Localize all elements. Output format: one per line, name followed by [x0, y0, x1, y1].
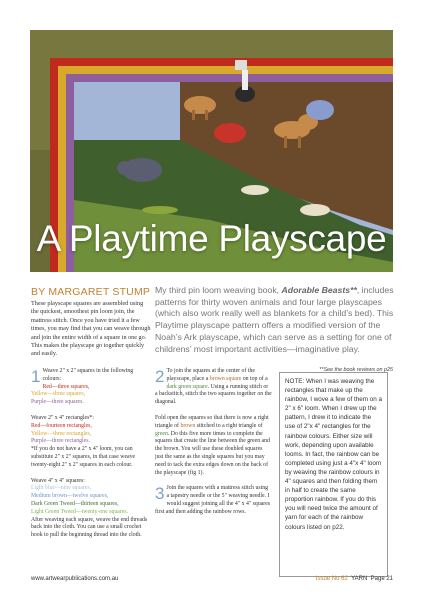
step-number: 1 [31, 367, 41, 386]
fold-brown: brown [180, 422, 196, 429]
step-3 [155, 485, 272, 516]
footer-page-info [316, 576, 393, 582]
footer-page: Page 21 [370, 576, 393, 582]
step-2 [155, 368, 272, 407]
article-title: A Playtime Playscape [36, 218, 387, 259]
color-light-blue: Light blue—nine squares, [31, 485, 92, 492]
intro-paragraph: These playscape squares are assembled using the quickest, smoothest pin loom join, the mattress stitch. Once you have tried it a few times, you may find that you can weave through and join the entire width of a square in one go. This makes the playscape go together quickly and easily. [31, 300, 151, 358]
color-yellow-squares: Yellow—three squares, [31, 391, 86, 398]
after-weaving-text: After weaving each square, weave the end threads back into the cloth. You can use a small crochet hook to pull the beginning thread into the cloth. [31, 516, 148, 539]
rectangles-heading: Weave 2" x 4" rectangles*: [31, 414, 94, 421]
step-2-text-c: . Using a running stitch or a backstitch, stitch the two squares together on the diagonal. [155, 383, 272, 406]
fold-green: green [155, 430, 168, 437]
fold-text-c: . Do this five more times to complete the squares that create the line between the green and the brown. You will use these doubled squares just the same as the single squares but you may need to tack the extra edges down on the back of the playscape (fig 1). [155, 430, 270, 476]
step-2-text-a: To join the squares at the center of the playscape, place a [166, 368, 255, 382]
color-light-green: Light Green Tweed—twenty-one squares. [31, 508, 129, 515]
footer-magazine: YARN [351, 576, 368, 582]
color-yellow-rectangles: Yellow—three rectangles, [31, 430, 92, 437]
color-purple-rectangles: Purple—three rectangles. [31, 438, 90, 445]
step-3-text: Join the squares with a mattress stitch using a tapestry needle or the 5" weaving needle. I would suggest joining all the 4" x 4" squares first and then adding the rainbow rows. [155, 485, 271, 515]
color-purple-squares: Purple—three squares. [31, 399, 84, 406]
footer-website: www.artwearpublications.com.au [31, 576, 119, 582]
fold-paragraph [155, 415, 272, 477]
lead-post: , includes patterns for thirty woven animals and four large playscapes (which also work really well as blankets for a child’s bed). This Playtime playscape pattern offers a modified version of the Noah’s Ark playscape, which can serve as a setting for one of childrens’ most important activities—imaginative play. [155, 285, 394, 354]
note-box: NOTE: When I was weaving the rectangles that make up the rainbow, I wove a few of them on a 2" x 6" loom. When I drew up the pattern, I drew it to indicate the use of 2"x 4" rectangles for the rainbow colours. Either size will work, depending upon available looms. In fact, the rainbow can be completed using just a 4"x 4" loom by weaving the rainbow colours in 4" squares and then folding them in half to create the same proportion rainbow. If you do this you will need twice the amount of yarn for each of the rainbow colours listed on p22. [279, 372, 388, 577]
fold-text-b: stitched to a right triangle of [195, 422, 263, 429]
squares-heading: Weave 4" x 4" squares: [31, 477, 85, 484]
color-medium-brown: Medium brown—twelve squares, [31, 493, 109, 500]
book-title: Adorable Beasts** [281, 285, 357, 295]
step-number: 3 [155, 484, 165, 504]
step-1 [31, 368, 149, 407]
book-review-footnote: **See the book reviews on p25 [319, 367, 393, 373]
step-number: 2 [155, 367, 165, 386]
author-byline: BY MARGARET STUMP [31, 286, 151, 298]
instructions-column-1 [31, 368, 149, 540]
color-red-squares: Red—three squares, [42, 383, 90, 390]
step-1-text: Weave 2" x 2" squares in the following colours: [42, 368, 134, 382]
color-dark-green: Dark Green Tweed—thirteen squares, [31, 500, 119, 507]
lead-paragraph [155, 285, 395, 355]
step-2-text-b: on top of a [241, 375, 268, 382]
dark-green-square-text: dark green square [166, 383, 208, 390]
instructions-column-2 [155, 368, 272, 517]
hero-photo [30, 30, 393, 272]
footer-issue: Issue No 62 [315, 576, 348, 582]
fold-text-a: Fold open the squares so that there is now a right triangle of [155, 414, 269, 429]
brown-square-text: brown square [209, 375, 242, 382]
rectangles-note: *If you do not have a 2" x 4" loom, you can substitute 2" x 2" squares, in that case weave twenty-eight 2" x 2" squares in each colour. [31, 446, 136, 468]
lead-pre: My third pin loom weaving book, [155, 285, 282, 295]
color-red-rectangles: Red—fourteen rectangles, [31, 422, 92, 429]
